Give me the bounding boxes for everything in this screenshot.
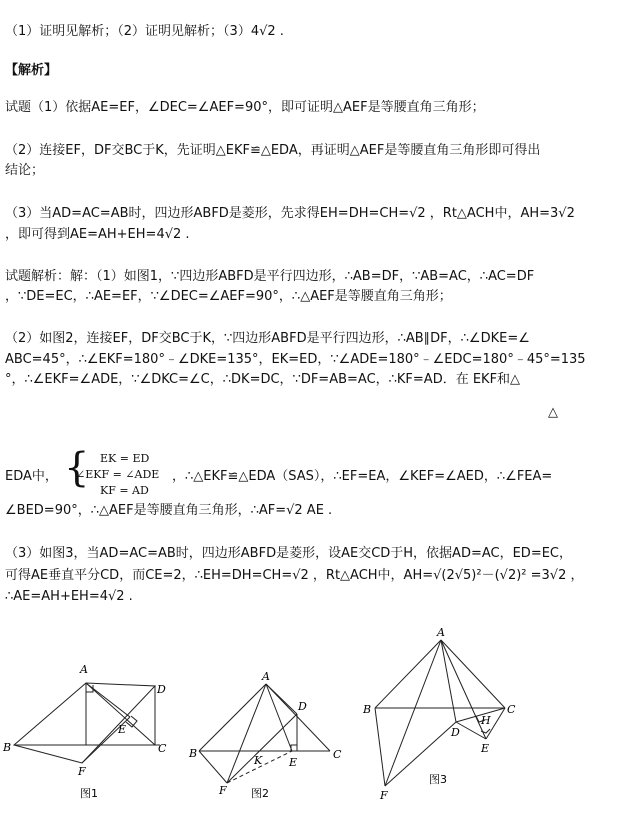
- fig3-caption: 图3: [429, 773, 447, 786]
- figure-1: [14, 683, 160, 763]
- overview-part2-line2: 结论；: [5, 163, 45, 178]
- fig2-line-af: [227, 684, 266, 783]
- solution-part2-line2: ABC=45°，∴∠EKF=180°﹣∠DKE=135°，EK=ED，∵∠ADE=180°﹣∠EDC=180°﹣45°=135: [5, 352, 586, 367]
- fig3-label-h: H: [481, 714, 491, 727]
- fig3-line-ac: [441, 640, 505, 708]
- fig2-line-ad: [266, 684, 297, 714]
- fig3-label-d: D: [451, 726, 460, 739]
- fig1-label-e: E: [118, 723, 127, 736]
- fig1-label-d: D: [157, 683, 166, 696]
- fig1-label-c: C: [158, 742, 167, 755]
- solution-part2-line1: （2）如图2，连接EF，DF交BC于K，∵四边形ABFD是平行四边形，∴AB∥DF，∴∠DKE=∠: [5, 331, 530, 346]
- solution-part2-eda-prefix: EDA中，: [5, 469, 58, 484]
- fig1-parallelogram: [14, 683, 155, 763]
- fig2-caption: 图2: [251, 787, 269, 800]
- system-row-1: EK = ED: [100, 452, 150, 465]
- fig2-label-b: B: [189, 747, 198, 760]
- solution-part3-line3: ∴AE=AH+EH=4√2 .: [5, 589, 133, 604]
- fig2-line-bf: [199, 751, 227, 783]
- figure-3-labels: [362, 626, 516, 802]
- solution-part2-triangle-symbol: △: [548, 405, 558, 420]
- solution-part2-line4: ，∴△EKF≌△EDA（SAS），∴EF=EA，∠KEF=∠AED，∴∠FEA=: [172, 469, 553, 484]
- fig3-line-ae: [441, 640, 486, 739]
- fig3-label-f: F: [380, 789, 388, 802]
- solution-part2-line5: ∠BED=90°，∴△AEF是等腰直角三角形，∴AF=√2 AE .: [5, 503, 333, 518]
- figure-3: [375, 640, 505, 786]
- solution-part1-line1: 试题解析：解：（1）如图1，∵四边形ABFD是平行四边形，∴AB=DF，∵AB=AC，∴AC=DF: [5, 269, 535, 284]
- answer-line: （1）证明见解析；（2）证明见解析；（3）4√2 .: [5, 24, 284, 39]
- fig3-line-bf: [375, 708, 385, 786]
- solution-part2-line3: °，∴∠EKF=∠ADE，∵∠DKC=∠C，∴DK=DC，∵DF=AB=AC，∴KF=AD．在 EKF和△: [5, 372, 521, 387]
- fig2-label-f: F: [219, 784, 227, 797]
- figure-1-labels: [2, 663, 167, 800]
- solution-part3-line2: 可得AE垂直平分CD，而CE=2，∴EH=DH=CH=√2 ，Rt△ACH中，AH=√(2√5)²－(√2)² =3√2 ，: [5, 568, 584, 583]
- fig1-label-f: F: [78, 765, 86, 778]
- fig3-line-ab: [375, 640, 441, 708]
- overview-part3-line1: （3）当AD=AC=AB时，四边形ABFD是菱形，先求得EH=DH=CH=√2 ，Rt△ACH中，AH=3√2: [5, 206, 575, 221]
- figure-2: [199, 684, 330, 783]
- fig3-label-c: C: [507, 703, 516, 716]
- overview-part3-line2: ，即可得到AE=AH+EH=4√2 .: [5, 227, 190, 242]
- fig2-label-c: C: [333, 748, 342, 761]
- solution-part1-line2: ，∵DE=EC，∴AE=EF，∵∠DEC=∠AEF=90°，∴△AEF是等腰直角三角形；: [5, 289, 452, 304]
- system-row-3: KF = AD: [100, 484, 149, 497]
- fig1-right-angle-e: [126, 716, 137, 727]
- fig3-label-b: B: [363, 703, 372, 716]
- overview-part2-line1: （2）连接EF，DF交BC于K，先证明△EKF≌△EDA，再证明△AEF是等腰直角三角形即可得出: [5, 143, 541, 158]
- analysis-heading: 【解析】: [5, 63, 58, 78]
- solution-part3-line1: （3）如图3，当AD=AC=AB时，四边形ABFD是菱形，设AE交CD于H，依据AD=AC，ED=EC，: [5, 546, 572, 561]
- system-brace: {: [64, 445, 90, 491]
- fig2-label-e: E: [289, 756, 298, 769]
- fig2-line-ac: [266, 684, 330, 751]
- figure-2-labels: [188, 670, 342, 800]
- fig3-line-af: [385, 640, 441, 786]
- fig2-label-a: A: [262, 670, 270, 683]
- fig1-caption: 图1: [80, 787, 98, 800]
- fig2-line-df: [227, 714, 297, 783]
- fig1-label-a: A: [80, 663, 88, 676]
- fig3-label-e: E: [481, 742, 490, 755]
- overview-part1: 试题（1）依据AE=EF，∠DEC=∠AEF=90°，即可证明△AEF是等腰直角三角形；: [5, 100, 485, 115]
- fig3-label-a: A: [437, 626, 445, 639]
- fig1-label-b: B: [3, 741, 12, 754]
- system-row-2: ∠EKF = ∠ADE: [76, 468, 160, 481]
- fig3-line-ad: [441, 640, 456, 722]
- fig2-label-d: D: [298, 700, 307, 713]
- fig2-label-k: K: [254, 754, 263, 767]
- fig2-line-ab: [199, 684, 266, 751]
